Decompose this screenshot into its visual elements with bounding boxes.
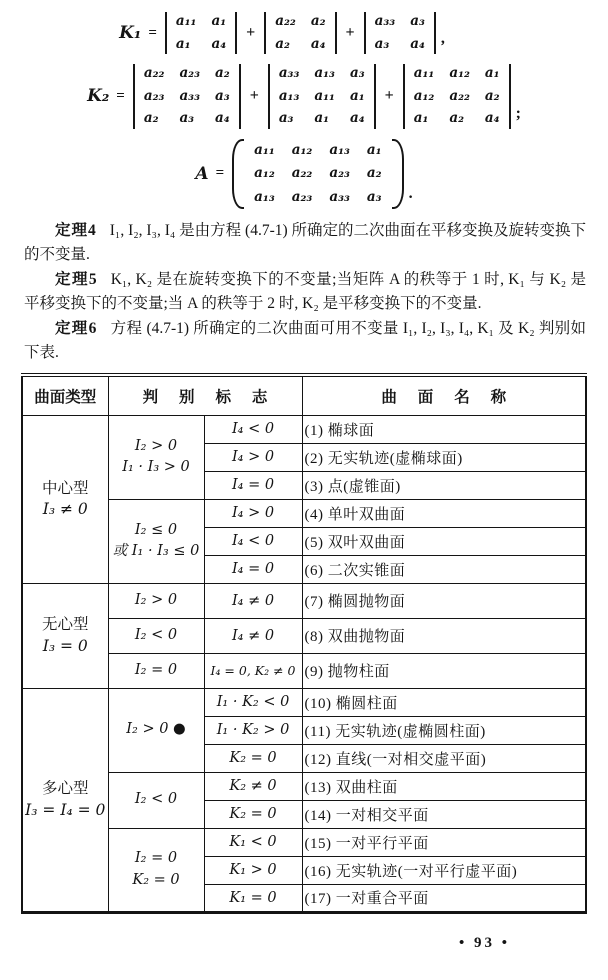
matrix-entry: a₃ xyxy=(215,87,230,104)
matrix-entry: a₂₂ xyxy=(291,165,313,181)
punctuation: , xyxy=(440,30,445,47)
header-criteria: 判 别 标 志 xyxy=(108,375,302,415)
surface-name-cell: (17) 一对重合平面 xyxy=(302,884,586,912)
matrix-entry: a₃ xyxy=(374,35,390,52)
matrix-entry: a₁ xyxy=(211,13,227,29)
matrix-entry: a₁ xyxy=(413,110,429,126)
matrix-entry: a₄ xyxy=(310,35,326,52)
matrix-entry: a₂ xyxy=(484,87,500,104)
matrix-entry: a₁₃ xyxy=(254,188,275,205)
theorem-6-text: 方程 (4.7-1) 所确定的二次曲面可用不变量 I₁, I₂, I₃, I₄, K₁ 及 K₂ 判别如下表. xyxy=(24,320,586,361)
mark-cell: K₁ < 0 xyxy=(204,828,302,856)
matrix-entry: a₁ xyxy=(314,110,330,126)
mark-cell: K₂ = 0 xyxy=(204,744,302,772)
matrix-entry: a₃ xyxy=(349,65,365,81)
matrix-entry: a₁₁ xyxy=(254,141,275,158)
determinant xyxy=(165,12,237,54)
criteria-line: 或 I₁ · I₃ ≤ 0 xyxy=(112,543,200,560)
matrix-entry: a₃₃ xyxy=(329,188,350,205)
matrix-entry: a₂₂ xyxy=(449,87,470,104)
surface-name-cell: (7) 椭圆抛物面 xyxy=(302,583,586,618)
mark-cell: I₄ ≠ 0 xyxy=(204,618,302,653)
surface-type-label: 多心型 xyxy=(41,780,89,798)
matrix-grid xyxy=(244,139,391,210)
punctuation: . xyxy=(408,185,413,202)
matrix-entry: a₁₂ xyxy=(291,141,313,158)
surface-name-cell: (15) 一对平行平面 xyxy=(302,828,586,856)
formula-lhs: K₁ xyxy=(119,23,142,43)
surface-name-cell: (12) 直线(一对相交虚平面) xyxy=(302,744,586,772)
criteria-cell: I₂ > 0 ● xyxy=(108,688,204,772)
matrix-entry: a₂₃ xyxy=(143,87,165,104)
matrix-entry: a₄ xyxy=(484,110,500,126)
matrix-entry: a₃ xyxy=(366,188,382,205)
determinant xyxy=(364,12,436,54)
formula-k1 xyxy=(0,12,586,54)
criteria-cell: I₂ < 0 xyxy=(108,618,204,653)
surface-name-cell: (8) 双曲抛物面 xyxy=(302,618,586,653)
matrix-entry: a₁₃ xyxy=(278,87,300,104)
equals-sign: = xyxy=(116,87,125,104)
matrix-entry: a₁₂ xyxy=(254,165,275,181)
matrix xyxy=(232,139,403,210)
surface-name-cell: (14) 一对相交平面 xyxy=(302,800,586,828)
classification-table xyxy=(21,373,587,914)
matrix-entry: a₂ xyxy=(215,65,230,81)
matrix-entry: a₃₃ xyxy=(278,65,300,81)
matrix-entry: a₃ xyxy=(278,110,294,126)
matrix-entry: a₁₃ xyxy=(314,65,335,81)
matrix-entry: a₂₃ xyxy=(291,188,313,205)
surface-name-cell: (11) 无实轨迹(虚椭圆柱面) xyxy=(302,716,586,744)
theorem-4-label: 定理4 xyxy=(55,222,97,239)
matrix-entry: a₂₂ xyxy=(143,65,165,81)
matrix-entry: a₂ xyxy=(310,13,326,29)
criteria-cell xyxy=(108,499,204,583)
punctuation: ; xyxy=(515,104,521,122)
mark-cell: I₄ > 0 xyxy=(204,443,302,471)
surface-type-cell xyxy=(22,415,108,583)
surface-type-cell xyxy=(22,583,108,688)
matrix-entry: a₄ xyxy=(349,110,365,126)
surface-type-label: 中心型 xyxy=(41,479,89,497)
formula-block xyxy=(0,0,608,209)
matrix-entry: a₂ xyxy=(275,35,290,52)
mark-cell: K₂ ≠ 0 xyxy=(204,772,302,800)
determinant xyxy=(268,64,376,129)
surface-name-cell: (1) 椭球面 xyxy=(302,415,586,443)
criteria-cell xyxy=(108,415,204,499)
matrix-entry: a₂₂ xyxy=(275,13,296,29)
surface-name-cell: (4) 单叶双曲面 xyxy=(302,499,586,527)
table-row xyxy=(22,583,586,618)
matrix-entry: a₂₃ xyxy=(179,65,201,81)
surface-name-cell: (10) 椭圆柱面 xyxy=(302,688,586,716)
matrix-entry: a₄ xyxy=(211,35,227,52)
matrix-entry: a₃ xyxy=(179,110,195,126)
mark-cell: I₄ > 0 xyxy=(204,499,302,527)
surface-name-cell: (16) 无实轨迹(一对平行虚平面) xyxy=(302,856,586,884)
page-number: • 93 • xyxy=(458,935,510,951)
formula-matrix-a xyxy=(0,139,608,210)
criteria-line: I₂ > 0 xyxy=(134,437,178,454)
surface-type-cell xyxy=(22,688,108,912)
matrix-entry: a₃ xyxy=(410,13,425,29)
header-surface-name: 曲 面 名 称 xyxy=(302,375,586,415)
mark-cell: I₄ ≠ 0 xyxy=(204,583,302,618)
matrix-entry: a₁₃ xyxy=(329,141,350,158)
surface-name-cell: (9) 抛物柱面 xyxy=(302,653,586,688)
surface-name-cell: (13) 双曲柱面 xyxy=(302,772,586,800)
criteria-line: I₂ = 0 xyxy=(134,850,178,867)
surface-type-label: 无心型 xyxy=(41,616,89,634)
matrix-entry: a₃₃ xyxy=(179,87,201,104)
mark-cell: I₄ = 0, K₂ ≠ 0 xyxy=(204,653,302,688)
surface-type-condition: I₃ = 0 xyxy=(42,636,88,655)
criteria-line: I₂ ≤ 0 xyxy=(134,521,178,538)
matrix-entry: a₂ xyxy=(449,110,465,126)
criteria-cell xyxy=(108,828,204,912)
table-row xyxy=(22,688,586,716)
criteria-cell: I₂ > 0 xyxy=(108,583,204,618)
surface-type-condition: I₃ ≠ 0 xyxy=(42,500,88,519)
table-header-row xyxy=(22,375,586,415)
theorem-5-label: 定理5 xyxy=(55,271,98,289)
surface-name-cell: (5) 双叶双曲面 xyxy=(302,527,586,555)
mark-cell: K₂ = 0 xyxy=(204,800,302,828)
theorem-6 xyxy=(24,317,586,364)
mark-cell: I₁ · K₂ > 0 xyxy=(204,716,302,744)
matrix-entry: a₁ xyxy=(349,87,365,104)
surface-type-condition: I₃ = I₄ = 0 xyxy=(25,800,106,819)
plus-sign: + xyxy=(246,24,256,41)
formula-k2 xyxy=(0,64,608,129)
mark-cell: I₄ < 0 xyxy=(204,527,302,555)
theorem-4-text: I₁, I₂, I₃, I₄ 是由方程 (4.7-1) 所确定的二次曲面在平移变换及旋转变换下的不变量. xyxy=(24,222,587,263)
matrix-entry: a₂₃ xyxy=(329,165,350,181)
mark-cell: I₄ = 0 xyxy=(204,555,302,583)
mark-cell: K₁ = 0 xyxy=(204,884,302,912)
theorem-5-text: K₁, K₂ 是在旋转变换下的不变量;当矩阵 A 的秩等于 1 时, K₁ 与 K₂ 是平移变换下的不变量;当 A 的秩等于 2 时, K₂ 是平移变换下的不变量. xyxy=(24,271,586,312)
mark-cell: I₁ · K₂ < 0 xyxy=(204,688,302,716)
equals-sign: = xyxy=(215,165,225,182)
header-surface-type: 曲面类型 xyxy=(22,375,108,415)
matrix-entry: a₃₃ xyxy=(374,13,396,29)
matrix-entry: a₁₁ xyxy=(314,87,335,104)
plus-sign: + xyxy=(249,87,259,105)
theorem-block xyxy=(24,219,586,364)
surface-name-cell: (2) 无实轨迹(虚椭球面) xyxy=(302,443,586,471)
theorem-6-label: 定理6 xyxy=(55,320,98,338)
theorem-4 xyxy=(24,219,586,266)
surface-name-cell: (3) 点(虚锥面) xyxy=(302,471,586,499)
matrix-entry: a₁ xyxy=(175,35,191,52)
matrix-entry: a₁₁ xyxy=(175,13,197,29)
criteria-line: K₂ = 0 xyxy=(132,871,180,888)
formula-lhs: A xyxy=(195,163,209,184)
plus-sign: + xyxy=(345,24,355,41)
mark-cell: I₄ = 0 xyxy=(204,471,302,499)
surface-name-cell: (6) 二次实锥面 xyxy=(302,555,586,583)
criteria-cell: I₂ < 0 xyxy=(108,772,204,828)
matrix-entry: a₄ xyxy=(215,110,230,126)
formula-lhs: K₂ xyxy=(87,86,110,107)
criteria-line: I₁ · I₃ > 0 xyxy=(122,459,190,476)
determinant xyxy=(133,64,241,129)
mark-cell: K₁ > 0 xyxy=(204,856,302,884)
determinant xyxy=(264,12,336,54)
matrix-entry: a₁₂ xyxy=(413,87,435,104)
determinant xyxy=(403,64,511,129)
matrix-entry: a₂ xyxy=(366,165,382,181)
matrix-entry: a₄ xyxy=(410,35,425,52)
table-row xyxy=(22,415,586,443)
theorem-5 xyxy=(24,268,586,315)
criteria-cell: I₂ = 0 xyxy=(108,653,204,688)
right-paren-icon xyxy=(392,139,404,210)
mark-cell: I₄ < 0 xyxy=(204,415,302,443)
matrix-entry: a₁₁ xyxy=(413,65,435,81)
equals-sign: = xyxy=(148,24,157,41)
matrix-entry: a₁₂ xyxy=(449,65,470,81)
plus-sign: + xyxy=(384,87,394,105)
matrix-entry: a₁ xyxy=(366,141,382,158)
matrix-entry: a₁ xyxy=(484,65,500,81)
left-paren-icon xyxy=(232,139,244,210)
matrix-entry: a₂ xyxy=(143,110,159,126)
